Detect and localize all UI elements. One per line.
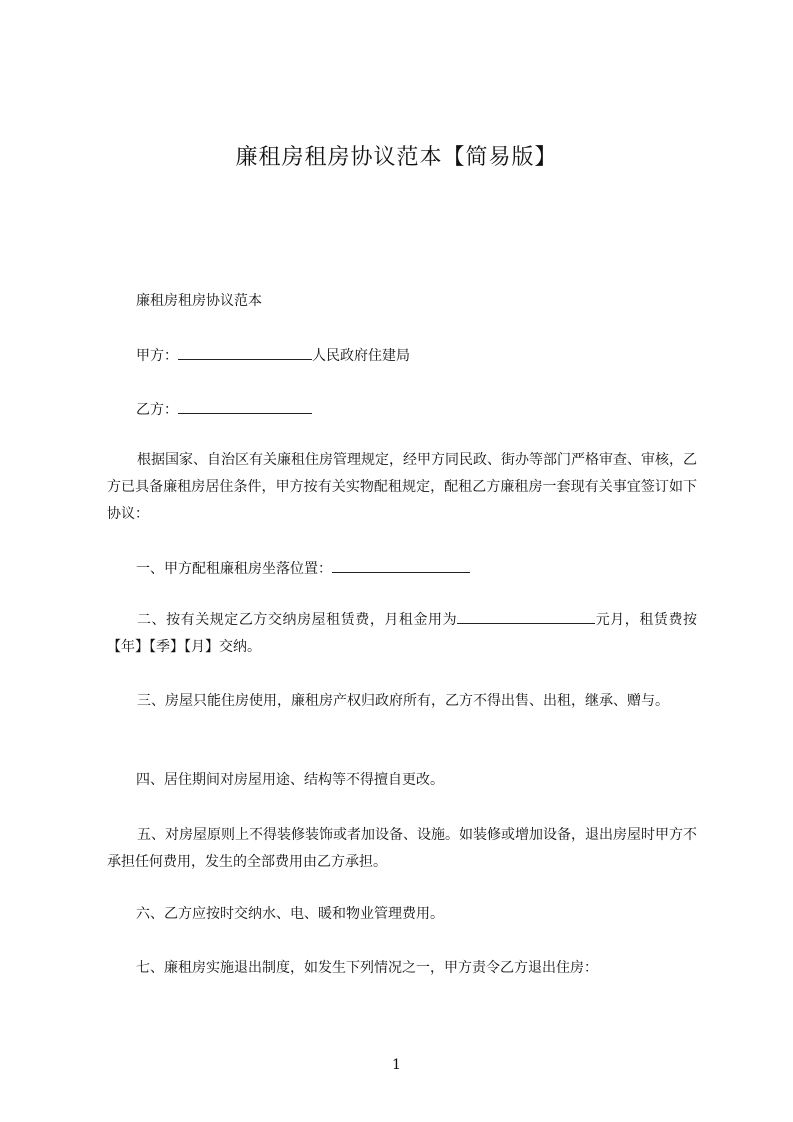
party-a-line — [136, 345, 410, 365]
party-b-line — [136, 399, 312, 419]
party-a-label: 甲方： — [136, 348, 178, 364]
party-a-suffix: 人民政府住建局 — [312, 348, 410, 364]
clause-1 — [136, 558, 470, 578]
clause-1-blank — [332, 558, 470, 573]
party-b-blank — [178, 399, 312, 414]
clause-2-before: 二、按有关规定乙方交纳房屋租赁费，月租金用为 — [137, 612, 458, 628]
clause-2-after: 元月，租赁费按【年】【季】【月】交纳。 — [107, 612, 698, 655]
clause-5: 五、对房屋原则上不得装修装饰或者加设备、设施。如装修或增加设备，退出房屋时甲方不承担任何费用，发生的全部费用由乙方承担。 — [107, 827, 697, 870]
agreement-subtitle: 廉租房租房协议范本 — [136, 293, 262, 309]
clause-2-blank — [457, 609, 595, 624]
intro-paragraph: 根据国家、自治区有关廉租住房管理规定，经甲方同民政、街办等部门严格审查、审核，乙方已具备廉租房居住条件，甲方按有关实物配租规定，配租乙方廉租房一套现有关事宜签订如下协议： — [107, 452, 697, 522]
page-number: 1 — [392, 1057, 401, 1073]
party-b-label: 乙方： — [136, 402, 178, 418]
clause-1-text: 一、甲方配租廉租房坐落位置： — [136, 561, 332, 577]
clause-7: 七、廉租房实施退出制度，如发生下列情况之一，甲方责令乙方退出住房： — [136, 960, 598, 976]
clause-4: 四、居住期间对房屋用途、结构等不得擅自更改。 — [136, 772, 444, 788]
document-title: 廉租房租房协议范本【简易版】 — [235, 145, 558, 170]
clause-2 — [107, 607, 697, 661]
clause-3: 三、房屋只能住房使用，廉租房产权归政府所有，乙方不得出售、出租，继承、赠与。 — [137, 693, 669, 709]
clause-6: 六、乙方应按时交纳水、电、暖和物业管理费用。 — [136, 906, 444, 922]
party-a-blank — [178, 345, 312, 360]
